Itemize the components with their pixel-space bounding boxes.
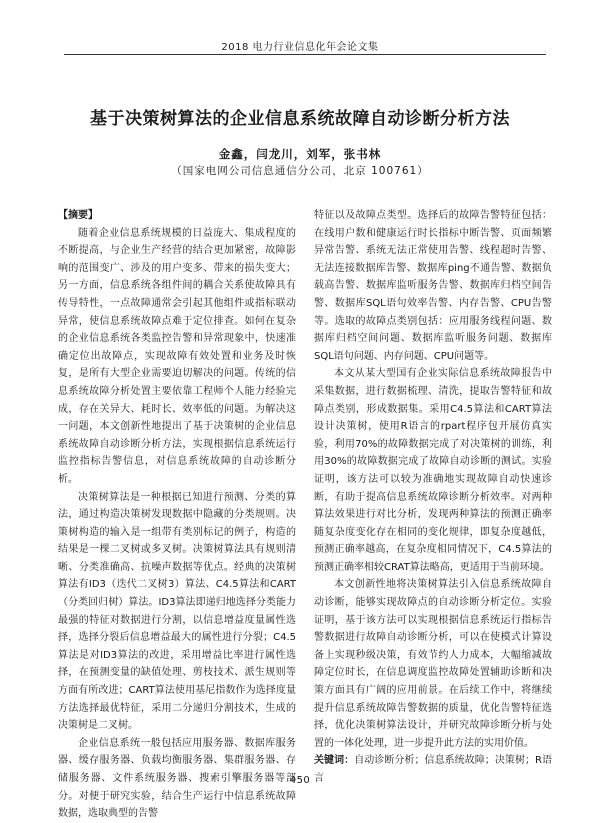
keywords-text: 自动诊断分析；信息系统故障；决策树；R语言 xyxy=(314,755,553,784)
header-rule xyxy=(64,54,546,55)
keywords-label: 关键词： xyxy=(314,755,355,767)
author-list: 金鑫，闫龙川，刘军，张书林 xyxy=(218,147,382,161)
running-header: 2018 电力行业信息化年会论文集 xyxy=(221,42,379,53)
abstract-paragraph-4: 本文从某大型国有企业实际信息系统故障报告中采集数据，进行数据梳理、清洗，提取告警特征和故障点类别，形成数据集。采用C4.5算法和CART算法设计决策树，使用R语言的rpart程序包开展仿真实验，利用70%的故障数据完成了对决策树的训练，利用30%的故障数据完成了故障自动诊断的测试。实验证明，该方法可以较为准确地实现故障自动快速诊断，有助于提高信息系统故障诊断分析效率。对两种算法效果进行对比分析，发现两种算法的预测正确率随复杂度变化存在相同的变化规律，即复杂度越低，预测正确率越高，在复杂度相同情况下，C4.5算法的预测正确率相较CRAT算法略高，更适用于当前环境。 xyxy=(314,368,552,573)
abstract-paragraph-1: 随着企业信息系统规模的日益庞大、集成程度的不断提高，与企业生产经营的结合更加紧密，故障影响的范围变广、涉及的用户变多、带来的损失变大；另一方面，信息系统各组件间的耦合关系使故障具有传导特性，一点故障通常会引起其他组件或指标联动异常，使信息系统故障点难于定位排查。如何在复杂的企业信息系统各类监控告警和异常现象中，快速准确定位出故障点，实现故障有效处置和业务及时恢复，是所有大型企业需要迫切解决的问题。传统的信息系统故障分析处置主要依靠工程师个人能力经验完成，存在关异大、耗时长、效率低的问题。为解决这一问题，本文创新性地提出了基于决策树的企业信息系统故障自动诊断分析方法，实现根据信息系统运行监控指标告警信息，对信息系统故障的自动诊断分析。 xyxy=(58,227,296,485)
column-left xyxy=(58,207,296,823)
abstract-paragraph-3-continued: 特征以及故障点类型。选择后的故障告警特征包括：在线用户数和健康运行时长指标中断告警、页面频繁异常告警、系统无法正常使用告警、线程超时告警、无法连接数据库告警、数据库ping不通告警、数据负载高告警、数据库监听服务告警、数据库归档空间告警、数据库SQL语句效率告警、内存告警、CPU告警等。选取的故障点类别包括：应用服务线程问题、数据库归档空间问题、数据库监听服务问题、数据库SQL语句问题、内存问题、CPU问题等。 xyxy=(314,210,552,362)
abstract-paragraph-5: 本文创新性地将决策树算法引入信息系统故障自动诊断，能够实现故障点的自动诊断分析定位。实验证明，基于该方法可以实现根据信息系统运行指标告警数据进行故障自动诊断分析，可以在使模式计算设备上实现秒级决策，有效节约人力成本，大幅缩减故障定位时长，在信息调度监控故障处置辅助诊断和决策方面具有广阔的应用前景。在后续工作中，将继续提升信息系统故障告警数据的质量，优化告警特征选择，优化决策树算法设计，并研究故障诊断分析与处置的一体化处理，进一步提升此方法的实用价值。 xyxy=(314,579,552,749)
column-right xyxy=(314,207,552,788)
abstract-paragraph-2: 决策树算法是一种根据已知进行预测、分类的算法，通过构造决策树发现数据中隐藏的分类规则。决策树构造的输入是一组带有类别标记的例子，构造的结果是一棵二叉树或多叉树。决策树算法具有规则清晰、分类准确高、抗噪声数据等优点。经典的决策树算法有ID3（迭代二叉树3）算法、C4.5算法和CART（分类回归树）算法。ID3算法即递归地选择分类能力最强的特征对数据进行分割，以信息增益度量属性选择，选择分裂后信息增益最大的属性进行分裂；C4.5算法是对ID3算法的改进，采用增益比率进行属性选择，在预测变量的缺值处理、剪枝技术、派生规则等方面有所改进；CART算法使用基尼指数作为选择度量方法选择最优特征，采用二分递归分割技术，生成的决策树是二叉树。 xyxy=(58,491,296,732)
affiliation: （国家电网公司信息通信分公司，北京 100761） xyxy=(171,165,429,177)
abstract-paragraph-3: 企业信息系统一般包括应用服务器、数据库服务器、缓存服务器、负载均衡服务器、集群服务器、存储服务器、文件系统服务器、搜索引擎服务器等部分。对便于研究实验，结合生产运行中信息系统故障数据，选取典型的告警 xyxy=(58,737,296,820)
page-number: 450 xyxy=(289,775,311,786)
paper-title: 基于决策树算法的企业信息系统故障自动诊断分析方法 xyxy=(90,109,510,129)
abstract-heading: 【摘要】 xyxy=(58,210,98,221)
